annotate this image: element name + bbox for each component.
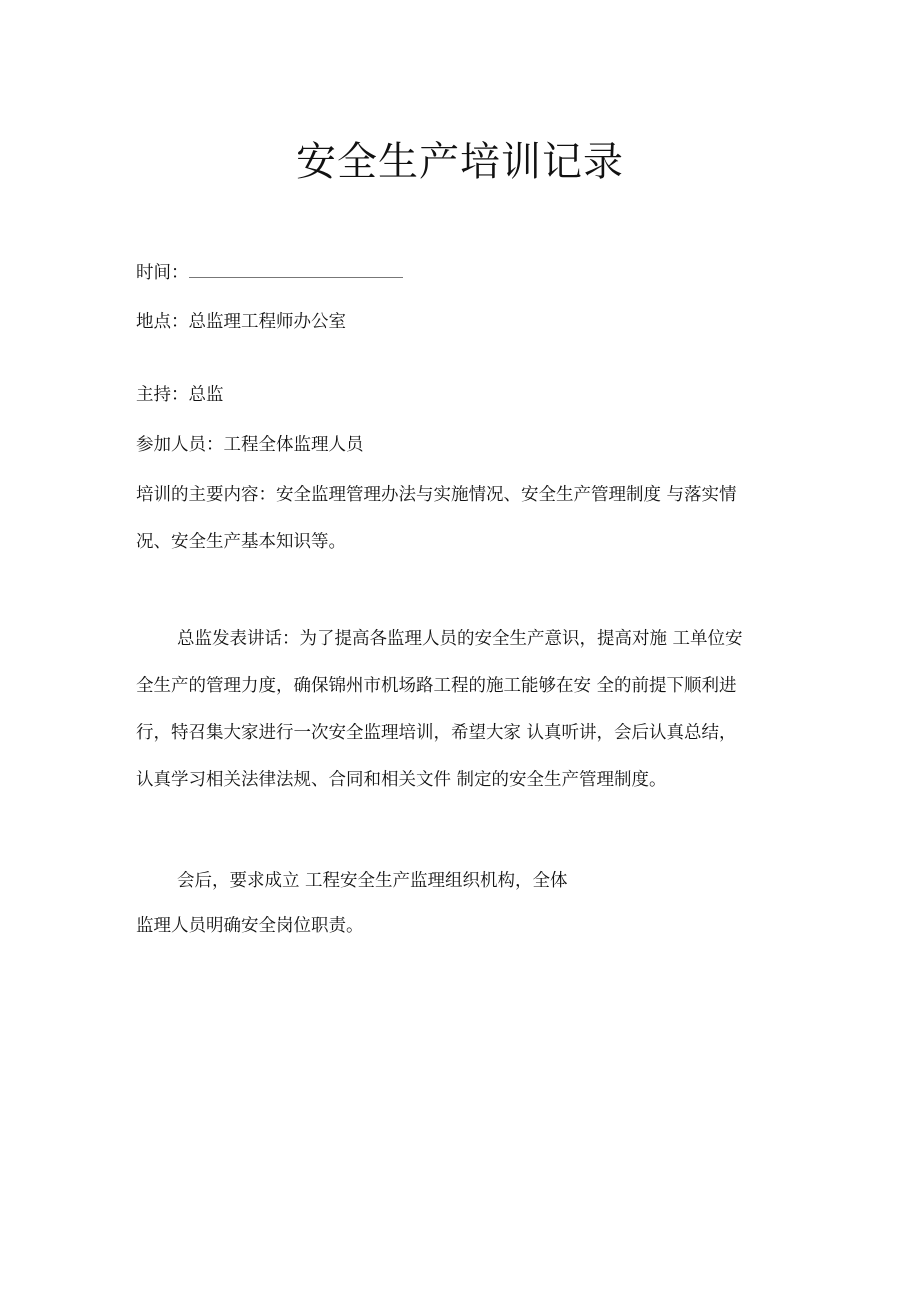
location-line: 地点：总监理工程师办公室 (136, 312, 346, 332)
document-title: 安全生产培训记录 (296, 139, 624, 185)
participants-line: 参加人员：工程全体监理人员 (136, 435, 364, 455)
after-line: 会后，要求成立 工程安全生产监理组织机构，全体 (177, 871, 568, 891)
content-line: 况、安全生产基本知识等。 (136, 532, 346, 552)
content-line: 培训的主要内容：安全监理管理办法与实施情况、安全生产管理制度 与落实情 (136, 485, 737, 505)
host-line: 主持：总监 (136, 385, 224, 405)
speech-line: 行，特召集大家进行一次安全监理培训，希望大家 认真听讲，会后认真总结， (136, 723, 737, 743)
time-label: 时间： (136, 263, 189, 283)
time-blank (189, 260, 403, 278)
speech-line: 总监发表讲话：为了提高各监理人员的安全生产意识，提高对施 工单位安 (177, 629, 743, 649)
speech-line: 全生产的管理力度，确保锦州市机场路工程的施工能够在安 全的前提下顺利进 (136, 676, 737, 696)
after-line: 监理人员明确安全岗位职责。 (136, 916, 364, 936)
time-line (136, 260, 403, 285)
speech-line: 认真学习相关法律法规、合同和相关文件 制定的安全生产管理制度。 (136, 770, 667, 790)
